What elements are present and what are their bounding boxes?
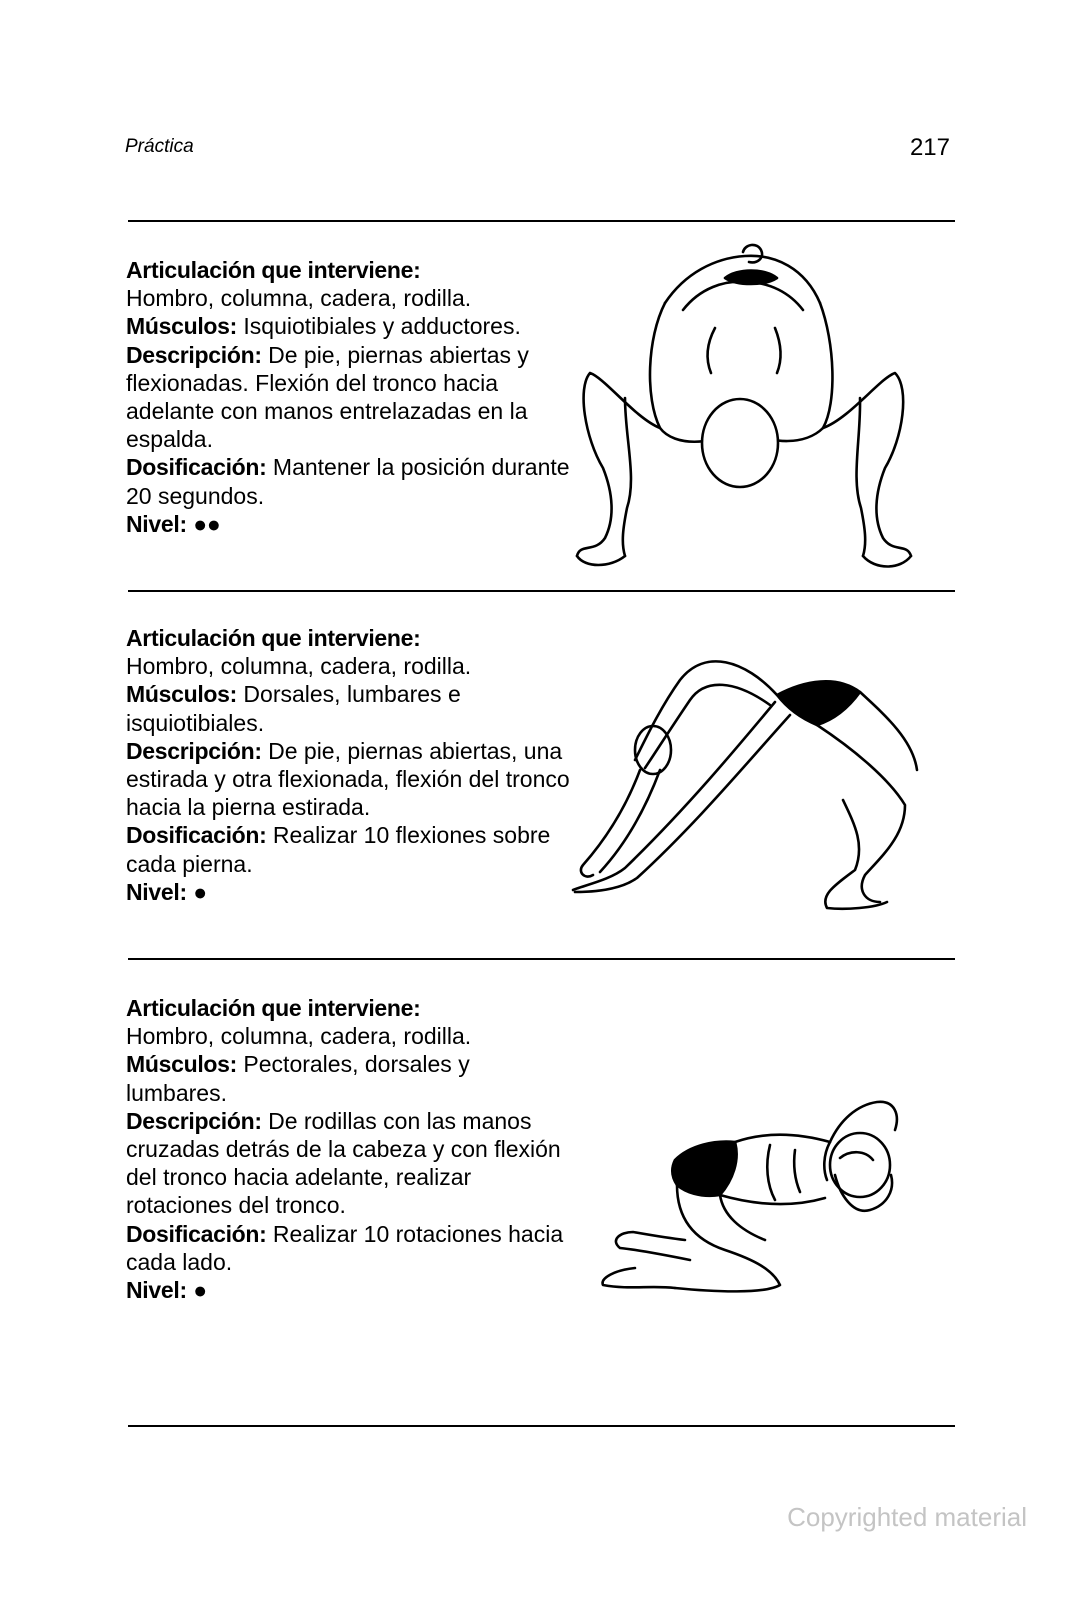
copyright-watermark: Copyrighted material	[787, 1502, 1027, 1532]
nivel-value: ●	[193, 1277, 207, 1304]
label-dosificacion: Dosificación:	[126, 1220, 267, 1247]
label-articulacion: Articulación que interviene:	[126, 995, 421, 1021]
musculos-value: Isquiotibiales y adductores.	[243, 313, 521, 340]
dosificacion-value: Mantener la posición durante 20 segundos.	[126, 454, 570, 509]
divider-bottom	[128, 1425, 955, 1427]
label-musculos: Músculos:	[126, 313, 238, 340]
exercise-2	[126, 624, 576, 906]
label-nivel: Nivel:	[126, 878, 187, 905]
dosificacion-value: Realizar 10 rotaciones hacia cada lado.	[126, 1220, 564, 1275]
musculos-value: Pectorales, dorsales y lumbares.	[126, 1051, 470, 1106]
divider-1	[128, 590, 955, 592]
label-dosificacion: Dosificación:	[126, 454, 267, 481]
label-descripcion: Descripción:	[126, 1107, 262, 1134]
exercise-1	[126, 256, 576, 538]
descripcion-value: De pie, piernas abiertas, una estirada y otra flexionada, flexión del tronco hacia la pierna estirada.	[126, 737, 570, 821]
label-articulacion: Articulación que interviene:	[126, 625, 421, 651]
page-number: 217	[909, 134, 950, 161]
label-nivel: Nivel:	[126, 1277, 187, 1304]
label-articulacion: Articulación que interviene:	[126, 257, 421, 283]
side-lunge-forward-bend-illustration	[565, 640, 925, 920]
label-musculos: Músculos:	[126, 1051, 238, 1078]
dosificacion-value: Realizar 10 flexiones sobre cada pierna.	[126, 822, 551, 877]
descripcion-value: De pie, piernas abiertas y flexionadas. Flexión del tronco hacia adelante con manos entrelazadas en la espalda.	[126, 341, 529, 453]
articulacion-value: Hombro, columna, cadera, rodilla.	[126, 285, 472, 312]
running-header-section: Práctica	[125, 136, 194, 157]
label-dosificacion: Dosificación:	[126, 822, 267, 849]
articulacion-value: Hombro, columna, cadera, rodilla.	[126, 653, 472, 680]
label-nivel: Nivel:	[126, 510, 187, 537]
exercise-3	[126, 994, 576, 1304]
nivel-value: ●	[193, 878, 207, 905]
kneeling-trunk-rotation-illustration	[595, 1080, 915, 1310]
divider-top	[128, 220, 955, 222]
nivel-value: ●●	[193, 510, 221, 537]
divider-2	[128, 958, 955, 960]
articulacion-value: Hombro, columna, cadera, rodilla.	[126, 1023, 472, 1050]
standing-wide-forward-bend-illustration	[565, 238, 925, 578]
label-descripcion: Descripción:	[126, 737, 262, 764]
descripcion-value: De rodillas con las manos cruzadas detrás de la cabeza y con flexión del tronco hacia adelante, realizar rotaciones del tronco.	[126, 1107, 561, 1219]
label-descripcion: Descripción:	[126, 341, 262, 368]
label-musculos: Músculos:	[126, 681, 238, 708]
musculos-value: Dorsales, lumbares e isquiotibiales.	[126, 681, 461, 736]
